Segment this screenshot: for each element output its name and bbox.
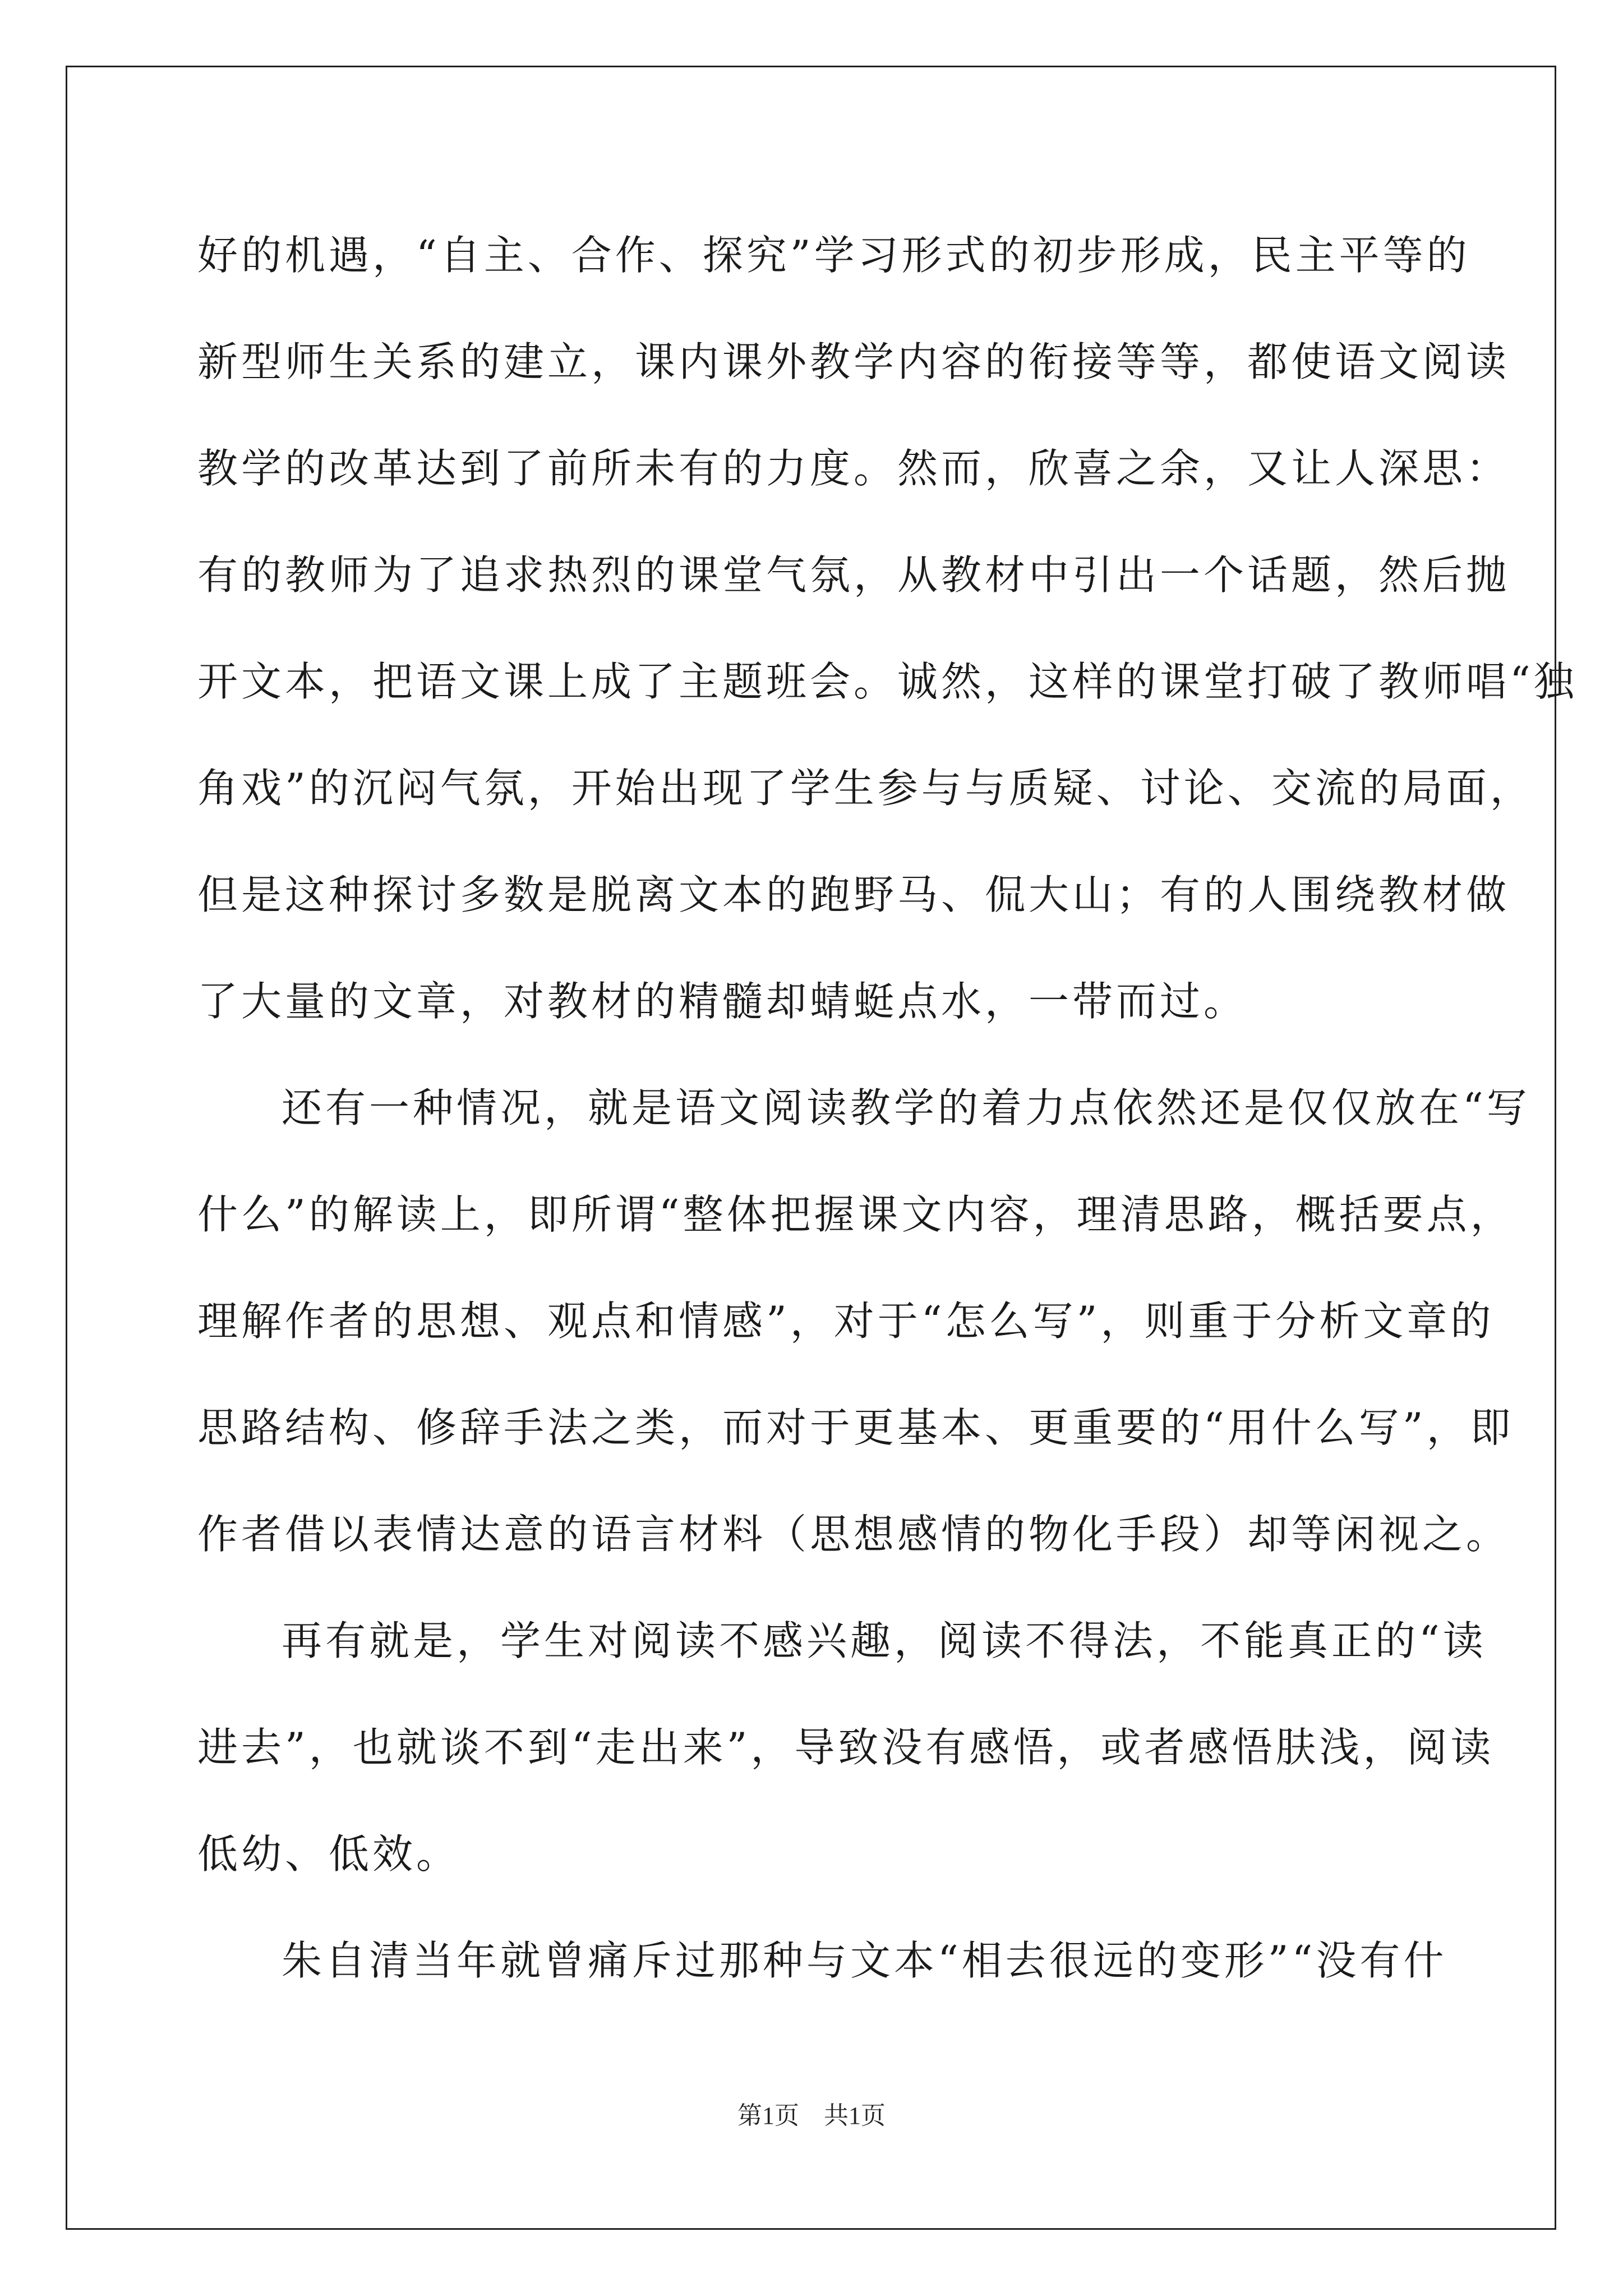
text-line: 低幼、低效。 [197,1830,460,1878]
text-line: 朱自清当年就曾痛斥过那种与文本“相去很远的变形”“没有什 [282,1937,1447,1984]
text-line: 作者借以表情达意的语言材料（思想感情的物化手段）却等闲视之。 [197,1511,1510,1558]
text-line: 但是这种探讨多数是脱离文本的跑野马、侃大山；有的人围绕教材做 [197,871,1510,918]
text-line: 再有就是，学生对阅读不感兴趣，阅读不得法，不能真正的“读 [282,1617,1487,1664]
text-line: 教学的改革达到了前所未有的力度。然而，欣喜之余，又让人深思： [197,445,1510,492]
text-line: 开文本，把语文课上成了主题班会。诚然，这样的课堂打破了教师唱“独 [197,658,1578,705]
text-line: 了大量的文章，对教材的精髓却蜻蜓点水，一带而过。 [197,978,1248,1025]
text-line: 进去”，也就谈不到“走出来”，导致没有感悟，或者感悟肤浅，阅读 [197,1724,1495,1771]
text-line: 思路结构、修辞手法之类，而对于更基本、更重要的“用什么写”，即 [197,1404,1514,1451]
document-body [197,202,1578,2014]
text-line: 理解作者的思想、观点和情感”，对于“怎么写”，则重于分析文章的 [197,1297,1495,1345]
text-line: 角戏”的沉闷气氛，开始出现了学生参与与质疑、讨论、交流的局面， [197,765,1534,812]
text-line: 还有一种情况，就是语文阅读教学的着力点依然还是仅仅放在“写 [282,1084,1530,1131]
page-number-footer: 第1页 共1页 [737,2102,886,2129]
text-line: 好的机遇，“自主、合作、探究”学习形式的初步形成，民主平等的 [197,232,1470,279]
text-line: 新型师生关系的建立，课内课外教学内容的衔接等等，都使语文阅读 [197,338,1510,385]
text-line: 什么”的解读上，即所谓“整体把握课文内容，理清思路，概括要点， [197,1191,1514,1238]
text-line: 有的教师为了追求热烈的课堂气氛，从教材中引出一个话题，然后抛 [197,551,1510,599]
